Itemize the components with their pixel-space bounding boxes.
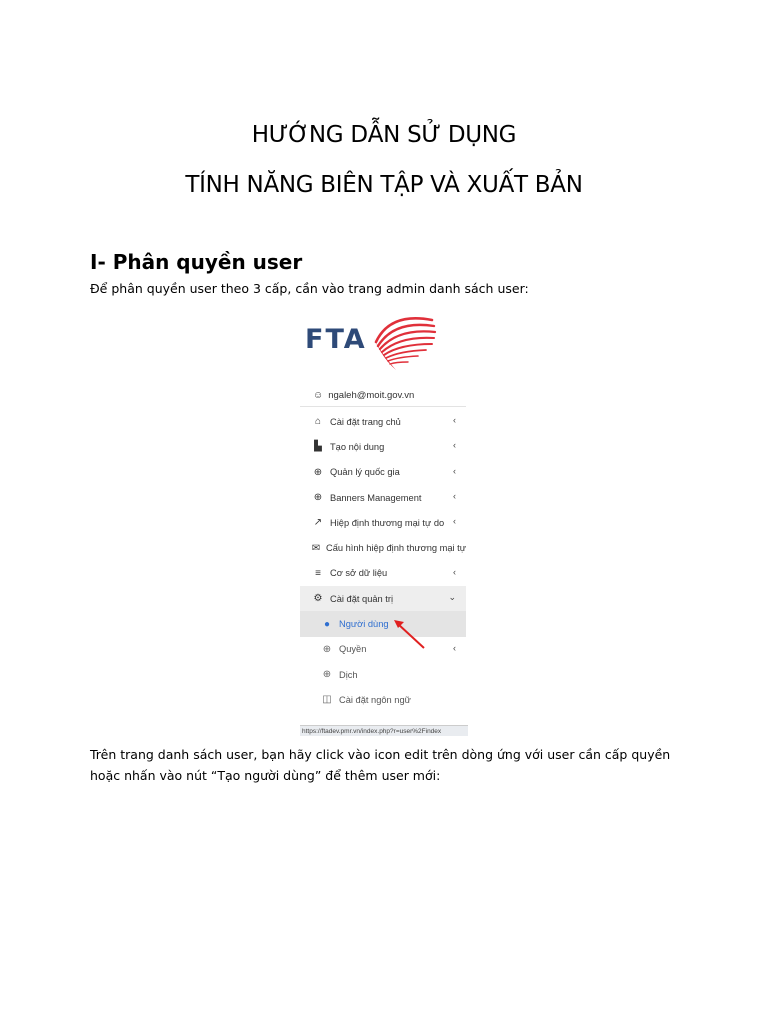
gears-icon: ⚙: [313, 593, 323, 605]
menu-item-label: Tạo nội dung: [330, 441, 385, 452]
user-email: ngaleh@moit.gov.vn: [328, 389, 415, 401]
sidebar-menu: [300, 409, 466, 713]
share-icon: ↗: [313, 517, 323, 529]
menu-item-permissions[interactable]: [300, 637, 466, 662]
menu-item-label: Cài đặt trang chủ: [330, 416, 401, 427]
globe-icon: ⊕: [313, 492, 323, 504]
envelope-open-icon: ✉: [311, 542, 321, 554]
document-title-line-1: HƯỚNG DẪN SỬ DỤNG: [251, 122, 517, 148]
database-icon: ≡: [315, 567, 321, 579]
menu-item-database[interactable]: [300, 561, 466, 586]
menu-item-free-trade-agreements[interactable]: [300, 510, 466, 535]
chevron-down-icon: ⌄: [448, 592, 456, 603]
section-heading: I- Phân quyền user: [90, 250, 303, 274]
user-circle-icon: ☺: [313, 389, 324, 401]
chevron-left-icon: ‹: [453, 440, 456, 451]
menu-item-label: Quyền: [339, 644, 367, 655]
instruction-paragraph: Trên trang danh sách user, bạn hãy click vào icon edit trên dòng ứng với user cần cấp quyền hoặc nhấn vào nút “Tạo người dùng” để thêm user mới:: [90, 747, 671, 783]
user-account-row[interactable]: [300, 384, 466, 407]
menu-item-label: Cấu hình hiệp định thương mại tự: [325, 543, 466, 554]
menu-item-label: Cơ sở dữ liệu: [330, 568, 388, 579]
menu-item-home-settings[interactable]: [300, 409, 466, 434]
globe-icon: ⊕: [322, 643, 332, 655]
home-icon: ⌂: [314, 416, 322, 428]
menu-item-translation[interactable]: [300, 662, 466, 687]
fta-logo: [302, 304, 462, 374]
intro-paragraph: Để phân quyền user theo 3 cấp, cần vào trang admin danh sách user:: [90, 281, 529, 296]
chevron-left-icon: ‹: [453, 415, 456, 425]
chevron-left-icon: ‹: [453, 516, 456, 527]
menu-item-fta-config[interactable]: [300, 535, 466, 560]
chevron-left-icon: ‹: [453, 642, 456, 653]
menu-item-label: Quản lý quốc gia: [330, 467, 400, 478]
language-icon: ◫: [322, 694, 332, 706]
menu-item-country-management[interactable]: [300, 460, 466, 485]
menu-item-banners[interactable]: [300, 485, 466, 510]
admin-menu-screenshot: [300, 304, 468, 736]
menu-item-label: Người dùng: [339, 619, 389, 630]
document-title-line-2: TÍNH NĂNG BIÊN TẬP VÀ XUẤT BẢN: [185, 172, 583, 198]
menu-item-users[interactable]: [300, 611, 466, 636]
logo-swoosh-icon: [370, 308, 440, 374]
globe-icon: ⊕: [313, 466, 323, 478]
red-arrow-annotation: [390, 616, 430, 652]
menu-item-admin-settings[interactable]: [300, 586, 466, 611]
menu-item-create-content[interactable]: [300, 434, 466, 459]
file-icon: ▙: [314, 441, 322, 453]
globe-icon: ⊕: [322, 669, 332, 681]
menu-item-language-settings[interactable]: [300, 687, 466, 712]
menu-item-label: Dịch: [339, 669, 358, 680]
chevron-left-icon: ‹: [453, 490, 456, 501]
menu-item-label: Cài đặt ngôn ngữ: [339, 694, 411, 705]
chevron-left-icon: ‹: [453, 465, 456, 476]
browser-status-url: https://ftadev.pmr.vn/index.php?r=user%2Findex: [300, 725, 468, 736]
user-icon: ●: [323, 618, 331, 630]
logo-text: FTA: [305, 324, 367, 355]
menu-item-label: Banners Management: [330, 492, 422, 503]
menu-item-label: Cài đặt quản trị: [330, 593, 394, 604]
menu-item-label: Hiệp định thương mại tự do: [330, 517, 445, 528]
chevron-left-icon: ‹: [453, 566, 456, 577]
